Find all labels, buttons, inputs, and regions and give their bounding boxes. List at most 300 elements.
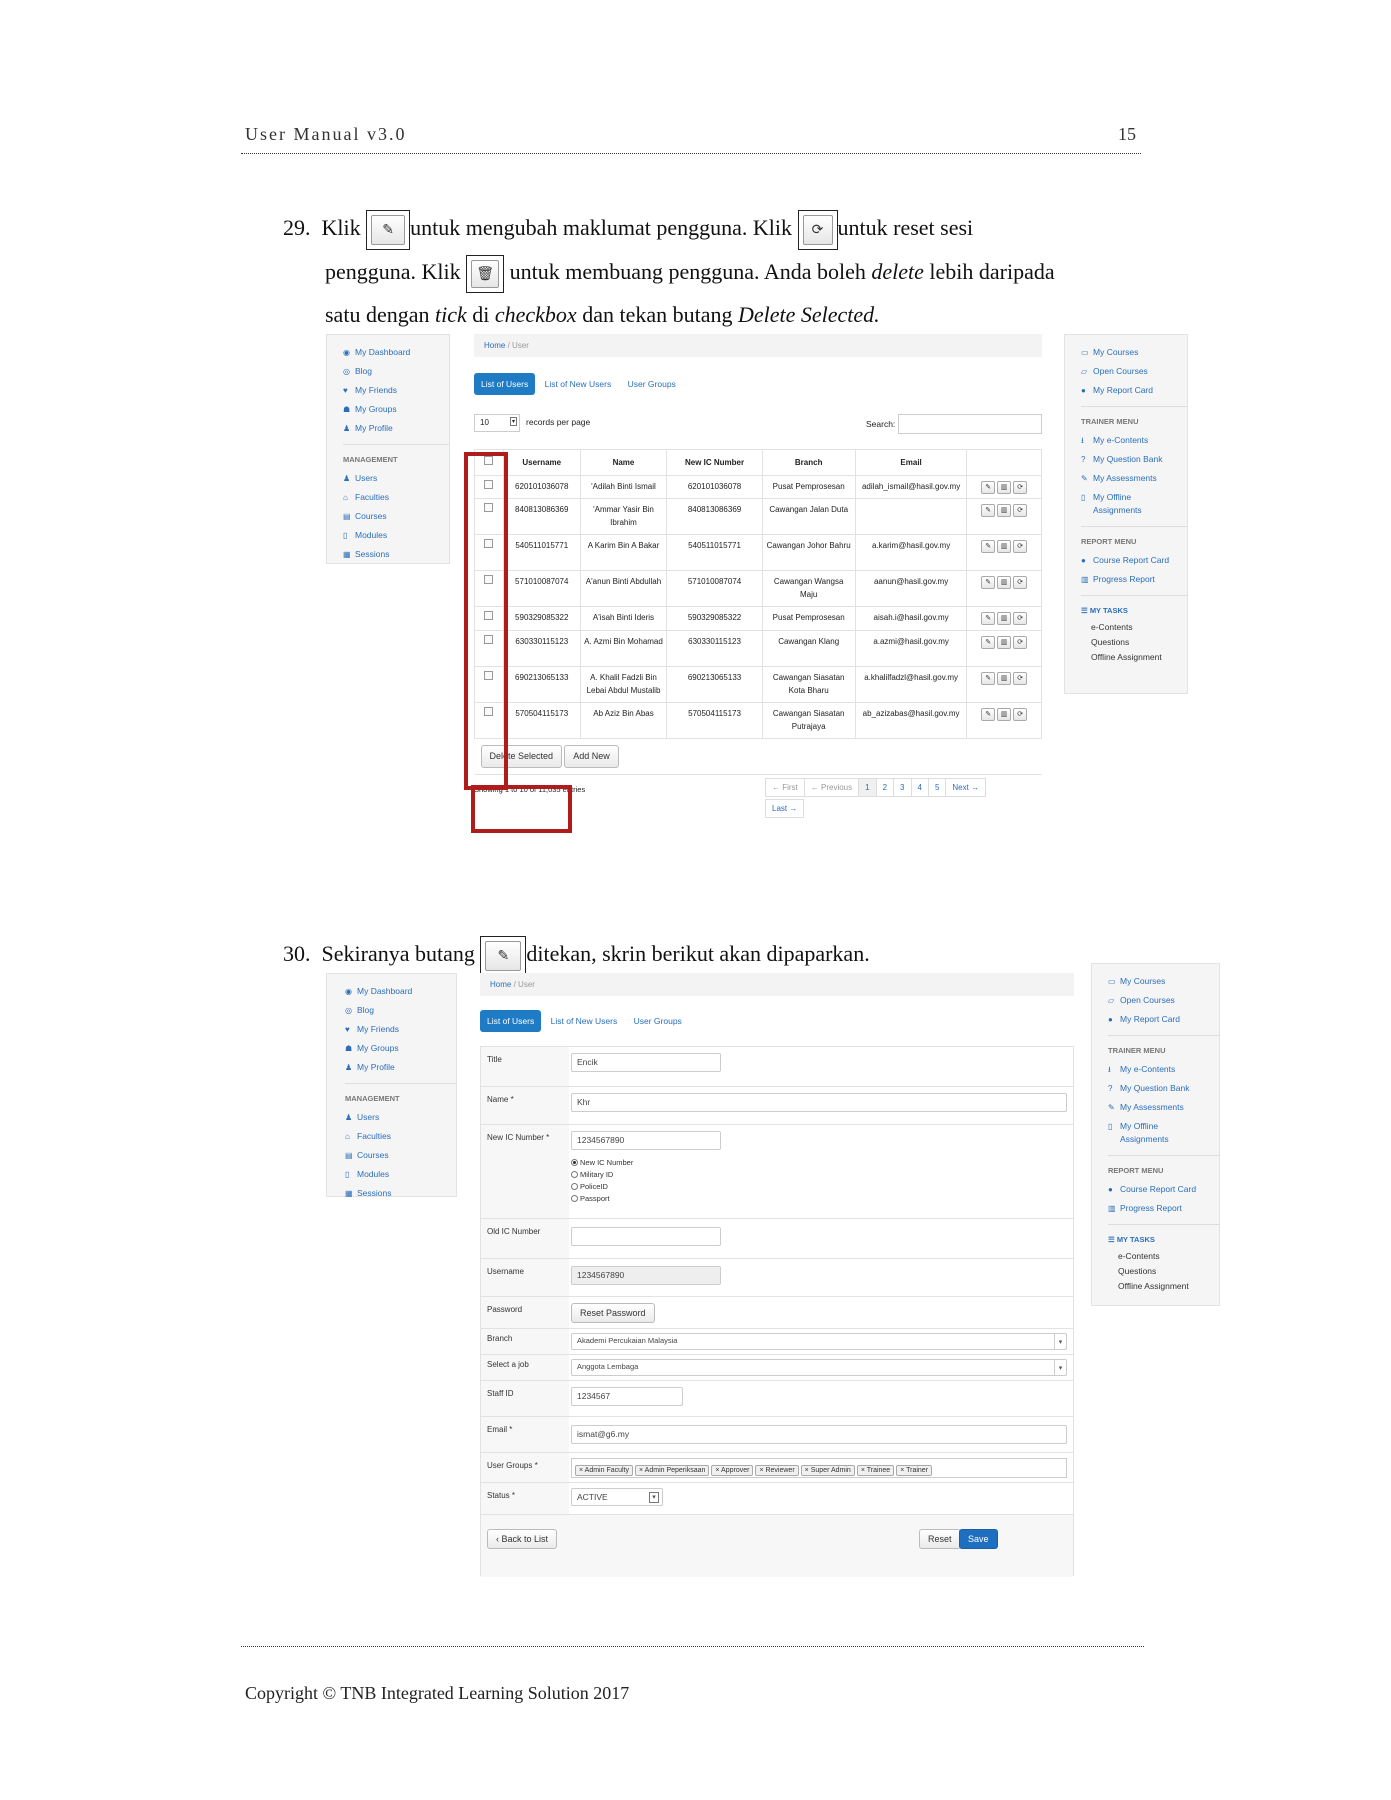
reset-button-illustration bbox=[798, 210, 838, 250]
step-29-line-3 bbox=[325, 298, 880, 331]
group-tag-label: Trainer bbox=[906, 1467, 929, 1474]
close-icon[interactable]: × bbox=[900, 1467, 907, 1474]
trash-icon[interactable]: ▥ bbox=[997, 576, 1011, 589]
question-icon: ? bbox=[1081, 455, 1086, 464]
field-label: Title bbox=[487, 1055, 502, 1064]
sidebar-item-label: My Profile bbox=[355, 423, 393, 433]
cell-email: aisah.i@hasil.gov.my bbox=[855, 607, 967, 631]
sidebar-item[interactable] bbox=[1108, 1199, 1219, 1218]
radio-label: Military ID bbox=[580, 1170, 614, 1179]
dashboard-icon: ◉ bbox=[345, 987, 352, 996]
radio-button[interactable] bbox=[571, 1195, 578, 1202]
id-type-option[interactable] bbox=[571, 1181, 633, 1193]
cell-ic: 840813086369 bbox=[667, 499, 762, 535]
sidebar-item[interactable] bbox=[1108, 1098, 1219, 1117]
cell-username: 540511015771 bbox=[503, 535, 580, 571]
upload-icon: ⭳ bbox=[1081, 436, 1084, 445]
back-to-list-button[interactable] bbox=[487, 1529, 557, 1549]
group-tag[interactable] bbox=[755, 1465, 798, 1476]
list-icon: ☰ bbox=[1108, 1235, 1117, 1244]
cell-username: 690213065133 bbox=[503, 667, 580, 703]
task-item[interactable]: Offline Assignment bbox=[1118, 1281, 1189, 1291]
sidebar-item[interactable] bbox=[1081, 381, 1187, 400]
row-actions bbox=[967, 499, 1042, 535]
cell-ic: 630330115123 bbox=[667, 631, 762, 667]
cell-name: A'isah Binti Ideris bbox=[580, 607, 667, 631]
cell-branch: Cawangan Jalan Duta bbox=[762, 499, 855, 535]
sidebar-item[interactable] bbox=[345, 1127, 456, 1146]
group-tag[interactable] bbox=[575, 1465, 633, 1476]
group-tag[interactable] bbox=[711, 1465, 753, 1476]
cell-branch: Cawangan Siasatan Kota Bharu bbox=[762, 667, 855, 703]
form-row-groups bbox=[481, 1453, 1073, 1483]
cell-username: 630330115123 bbox=[503, 631, 580, 667]
trash-icon[interactable]: ▥ bbox=[997, 636, 1011, 649]
sidebar-item[interactable] bbox=[345, 1184, 456, 1203]
trash-icon[interactable]: ▥ bbox=[997, 708, 1011, 721]
cell-name: A Karim Bin A Bakar bbox=[580, 535, 667, 571]
save-button[interactable]: Save bbox=[959, 1529, 998, 1549]
sidebar-item-label: Course Report Card bbox=[1093, 555, 1170, 565]
sidebar-item[interactable] bbox=[345, 1039, 456, 1058]
divider bbox=[1108, 1035, 1219, 1036]
sidebar-item[interactable] bbox=[343, 507, 449, 526]
list-controls bbox=[474, 403, 1042, 443]
text: untuk reset sesi bbox=[837, 215, 974, 241]
pagination-item[interactable]: ← Previous bbox=[804, 778, 859, 797]
sidebar-item[interactable] bbox=[343, 400, 449, 419]
close-icon[interactable]: × bbox=[804, 1467, 811, 1474]
sidebar-item[interactable] bbox=[1108, 1060, 1219, 1079]
delete-button-illustration bbox=[466, 255, 504, 293]
sidebar-item-label: My Question Bank bbox=[1093, 454, 1163, 464]
edit-icon[interactable]: ✎ bbox=[981, 504, 995, 517]
trash-icon[interactable]: ▥ bbox=[997, 612, 1011, 625]
sidebar-item-label: Blog bbox=[355, 366, 373, 376]
sidebar-item[interactable] bbox=[343, 419, 449, 438]
trash-icon[interactable]: ▥ bbox=[997, 481, 1011, 494]
sidebar-item[interactable] bbox=[1081, 469, 1187, 488]
sidebar-heading bbox=[1108, 1231, 1219, 1249]
form-actions bbox=[481, 1515, 1073, 1577]
edit-icon[interactable]: ✎ bbox=[981, 708, 995, 721]
sidebar-item[interactable] bbox=[345, 1108, 456, 1127]
delete-selected-button[interactable]: Delete Selected bbox=[481, 745, 563, 768]
text: ditekan, skrin berikut akan dipaparkan. bbox=[526, 941, 870, 967]
cell-email: a.azmi@hasil.gov.my bbox=[855, 631, 967, 667]
close-icon[interactable]: × bbox=[715, 1467, 722, 1474]
breadcrumb-home[interactable]: Home bbox=[490, 980, 512, 989]
search-input[interactable] bbox=[898, 414, 1042, 434]
sidebar-item-label: Modules bbox=[355, 530, 388, 540]
sidebar-item-label: Courses bbox=[355, 511, 387, 521]
group-tag[interactable] bbox=[635, 1465, 709, 1476]
edit-icon[interactable]: ✎ bbox=[981, 540, 995, 553]
sidebar-item-label: My Courses bbox=[1093, 347, 1139, 357]
sidebar-item[interactable] bbox=[343, 469, 449, 488]
form-row-status bbox=[481, 1483, 1073, 1515]
sidebar-item[interactable] bbox=[1108, 1010, 1219, 1029]
file-icon: ▯ bbox=[1081, 493, 1086, 502]
branch-value: Akademi Percukaian Malaysia bbox=[577, 1336, 678, 1345]
pagination-item[interactable]: 4 bbox=[911, 778, 929, 797]
sidebar-item-label: My e-Contents bbox=[1093, 435, 1149, 445]
cell-email: a.khalilfadzl@hasil.gov.my bbox=[855, 667, 967, 703]
pagination-item[interactable]: 3 bbox=[893, 778, 911, 797]
sidebar-heading: TRAINER MENU bbox=[1108, 1046, 1166, 1055]
chevron-down-icon: ▾ bbox=[1054, 1360, 1066, 1375]
sidebar-item[interactable] bbox=[345, 982, 456, 1001]
circle-icon: ● bbox=[1108, 1185, 1113, 1194]
home-icon: ⌂ bbox=[345, 1132, 350, 1141]
sidebar-item[interactable] bbox=[1108, 1180, 1219, 1199]
close-icon[interactable]: × bbox=[579, 1467, 585, 1474]
sidebar-item-label: Blog bbox=[357, 1005, 375, 1015]
field-label: Email * bbox=[487, 1425, 513, 1434]
radio-button[interactable] bbox=[571, 1171, 578, 1178]
sidebar-heading: MANAGEMENT bbox=[345, 1094, 400, 1103]
sidebar-item[interactable] bbox=[345, 1001, 456, 1020]
sidebar-item-label: Sessions bbox=[355, 549, 390, 559]
staff-id-input[interactable]: 1234567 bbox=[571, 1387, 683, 1406]
row-actions bbox=[967, 631, 1042, 667]
column-header[interactable]: New IC Number bbox=[667, 450, 762, 476]
question-icon: ? bbox=[1108, 1084, 1113, 1093]
sidebar-item-label: My Groups bbox=[357, 1043, 399, 1053]
sidebar-item-label: My Question Bank bbox=[1120, 1083, 1190, 1093]
edit-icon[interactable]: ✎ bbox=[981, 481, 995, 494]
sidebar-heading: TRAINER MENU bbox=[1081, 417, 1139, 426]
sidebar-item[interactable] bbox=[345, 1058, 456, 1077]
footer-divider bbox=[241, 1646, 1144, 1647]
branch-select[interactable] bbox=[571, 1333, 1067, 1350]
user-form bbox=[480, 1046, 1074, 1576]
breadcrumb-separator: / bbox=[507, 341, 510, 350]
bar-chart-icon: ▥ bbox=[1108, 1204, 1116, 1213]
divider bbox=[1108, 1155, 1219, 1156]
highlight-delete-selected bbox=[471, 785, 572, 833]
tab-list-of-new-users[interactable]: List of New Users bbox=[550, 1016, 618, 1026]
edit-button-illustration bbox=[480, 936, 526, 976]
sidebar-item[interactable] bbox=[1081, 343, 1187, 362]
row-actions bbox=[967, 667, 1042, 703]
task-item[interactable]: e-Contents bbox=[1118, 1251, 1160, 1261]
breadcrumb-current: User bbox=[518, 980, 535, 989]
field-label: User Groups * bbox=[487, 1461, 538, 1470]
sidebar-item-label: Progress Report bbox=[1093, 574, 1155, 584]
pagination-item[interactable]: 1 bbox=[858, 778, 876, 797]
sidebar-item[interactable] bbox=[1108, 1079, 1219, 1098]
file-icon: ▯ bbox=[345, 1170, 350, 1179]
refresh-icon[interactable]: ⟳ bbox=[1013, 612, 1027, 625]
divider bbox=[1081, 595, 1187, 596]
user-edit-screen bbox=[480, 973, 1074, 1576]
sidebar-item-label: My Report Card bbox=[1093, 385, 1153, 395]
pagination-item[interactable]: 5 bbox=[928, 778, 946, 797]
sidebar-item-label: Modules bbox=[357, 1169, 390, 1179]
sidebar-item[interactable] bbox=[343, 343, 449, 362]
step-30-line bbox=[283, 936, 870, 976]
job-select[interactable] bbox=[571, 1359, 1067, 1376]
right-sidebar bbox=[1064, 334, 1188, 694]
row-actions bbox=[967, 476, 1042, 499]
cell-branch: Pusat Pemprosesan bbox=[762, 607, 855, 631]
group-tag-label: Reviewer bbox=[765, 1467, 795, 1474]
group-icon: ☗ bbox=[343, 405, 351, 414]
table-row bbox=[475, 499, 1042, 535]
text: pengguna. Klik bbox=[325, 259, 461, 285]
file-icon: ▯ bbox=[343, 531, 348, 540]
radio-label: New IC Number bbox=[580, 1158, 634, 1167]
sidebar-item[interactable] bbox=[1081, 431, 1187, 450]
sidebar-item[interactable] bbox=[343, 545, 449, 564]
sidebar-item[interactable] bbox=[345, 1146, 456, 1165]
table-row bbox=[475, 535, 1042, 571]
sidebar-item[interactable] bbox=[343, 526, 449, 545]
tab-user-groups[interactable]: User Groups bbox=[633, 1016, 682, 1026]
sidebar-item[interactable] bbox=[345, 1020, 456, 1039]
email-input[interactable]: ismat@g6.my bbox=[571, 1425, 1067, 1444]
table-row bbox=[475, 667, 1042, 703]
close-icon[interactable]: × bbox=[860, 1467, 867, 1474]
group-tag-label: Trainee bbox=[866, 1467, 891, 1474]
search-label: Search: bbox=[866, 419, 896, 429]
blog-icon: ◎ bbox=[345, 1006, 352, 1015]
close-icon[interactable]: × bbox=[759, 1467, 766, 1474]
step-number: 29. bbox=[283, 215, 311, 241]
sidebar-item-label: Course Report Card bbox=[1120, 1184, 1197, 1194]
cell-name: 'Adilah Binti Ismail bbox=[580, 476, 667, 499]
radio-button[interactable] bbox=[571, 1183, 578, 1190]
text: checkbox bbox=[494, 302, 577, 327]
row-actions bbox=[967, 703, 1042, 739]
text: delete bbox=[871, 259, 924, 285]
text: Delete Selected. bbox=[737, 302, 880, 327]
column-header[interactable]: Email bbox=[855, 450, 967, 476]
back-label: Back to List bbox=[501, 1534, 549, 1544]
blog-icon: ◎ bbox=[343, 367, 350, 376]
tab-list-of-new-users[interactable]: List of New Users bbox=[544, 379, 612, 389]
column-header[interactable]: Username bbox=[503, 450, 580, 476]
edit-icon[interactable]: ✎ bbox=[981, 672, 995, 685]
records-per-page-select[interactable] bbox=[474, 414, 520, 432]
sidebar-item[interactable] bbox=[1108, 991, 1219, 1010]
id-type-option[interactable] bbox=[571, 1169, 633, 1181]
refresh-icon[interactable]: ⟳ bbox=[1013, 708, 1027, 721]
group-tag[interactable] bbox=[896, 1465, 932, 1476]
group-tag[interactable] bbox=[801, 1465, 855, 1476]
sidebar-item-label: Sessions bbox=[357, 1188, 392, 1198]
pagination-item[interactable]: Next → bbox=[945, 778, 986, 797]
edit-icon[interactable]: ✎ bbox=[981, 576, 995, 589]
sidebar-item[interactable] bbox=[1081, 362, 1187, 381]
text: di bbox=[472, 302, 490, 327]
trash-icon[interactable]: ▥ bbox=[997, 540, 1011, 553]
trash-icon[interactable]: ▥ bbox=[997, 504, 1011, 517]
form-row-job bbox=[481, 1355, 1073, 1381]
pagination-item[interactable]: Last → bbox=[765, 799, 804, 818]
column-header[interactable]: Branch bbox=[762, 450, 855, 476]
circle-icon: ● bbox=[1081, 386, 1086, 395]
cell-username: 571010087074 bbox=[503, 571, 580, 607]
edit-icon: ✎ bbox=[1081, 474, 1088, 483]
id-type-radio-group bbox=[571, 1157, 633, 1205]
id-type-option[interactable] bbox=[571, 1157, 633, 1169]
sidebar-item-label: My Dashboard bbox=[357, 986, 413, 996]
close-icon[interactable]: × bbox=[639, 1467, 645, 1474]
records-value: 10 bbox=[480, 418, 489, 427]
text: untuk membuang pengguna. Anda boleh bbox=[509, 259, 866, 285]
pagination-item[interactable]: 2 bbox=[876, 778, 894, 797]
refresh-icon[interactable]: ⟳ bbox=[1013, 504, 1027, 517]
divider bbox=[345, 1083, 456, 1084]
row-actions bbox=[967, 535, 1042, 571]
column-header[interactable]: Name bbox=[580, 450, 667, 476]
tasks-heading: MY TASKS bbox=[1089, 606, 1128, 615]
user-groups-multiselect[interactable] bbox=[571, 1458, 1067, 1478]
reset-button[interactable]: Reset bbox=[919, 1529, 961, 1549]
sidebar-heading: REPORT MENU bbox=[1108, 1166, 1164, 1175]
folder-open-icon: ▱ bbox=[1108, 996, 1115, 1005]
username-input: 1234567890 bbox=[571, 1266, 721, 1285]
sidebar-item[interactable] bbox=[345, 1165, 456, 1184]
cell-name: A'anun Binti Abdullah bbox=[580, 571, 667, 607]
refresh-icon[interactable]: ⟳ bbox=[1013, 576, 1027, 589]
calendar-icon: ▦ bbox=[343, 550, 351, 559]
group-icon: ☗ bbox=[345, 1044, 353, 1053]
sidebar-item[interactable] bbox=[343, 488, 449, 507]
cell-name: 'Ammar Yasir Bin Ibrahim bbox=[580, 499, 667, 535]
form-row-ic bbox=[481, 1125, 1073, 1219]
refresh-icon[interactable]: ⟳ bbox=[1013, 672, 1027, 685]
radio-label: Passport bbox=[580, 1194, 610, 1203]
old-ic-input[interactable] bbox=[571, 1227, 721, 1246]
cell-username: 590329085322 bbox=[503, 607, 580, 631]
folder-icon: ▭ bbox=[1081, 348, 1089, 357]
table-row bbox=[475, 607, 1042, 631]
cell-branch: Pusat Pemprosesan bbox=[762, 476, 855, 499]
sidebar-item-label: My Courses bbox=[1120, 976, 1166, 986]
user-icon: ♟ bbox=[345, 1113, 353, 1122]
tab-list-of-users[interactable]: List of Users bbox=[480, 1010, 541, 1032]
sidebar-item-label: My e-Contents bbox=[1120, 1064, 1176, 1074]
sidebar-item-label: My Groups bbox=[355, 404, 397, 414]
home-icon: ⌂ bbox=[343, 493, 348, 502]
user-list-screen bbox=[474, 334, 1042, 819]
breadcrumb-home[interactable]: Home bbox=[484, 341, 506, 350]
circle-icon: ● bbox=[1108, 1015, 1113, 1024]
edit-icon[interactable]: ✎ bbox=[981, 636, 995, 649]
cell-username: 570504115173 bbox=[503, 703, 580, 739]
sidebar-item-label: My Offline bbox=[1120, 1121, 1159, 1131]
tab-user-groups[interactable]: User Groups bbox=[627, 379, 676, 389]
status-select[interactable] bbox=[571, 1488, 663, 1506]
user-icon: ♟ bbox=[343, 474, 351, 483]
id-type-option[interactable] bbox=[571, 1193, 633, 1205]
right-sidebar bbox=[1091, 963, 1220, 1306]
breadcrumb bbox=[480, 973, 1074, 996]
sidebar-item-label: Open Courses bbox=[1093, 366, 1148, 376]
field-label: New IC Number * bbox=[487, 1133, 550, 1142]
sidebar-item-label: My Friends bbox=[357, 1024, 400, 1034]
upload-icon: ⭳ bbox=[1108, 1065, 1111, 1074]
chevron-down-icon: ▾ bbox=[649, 1492, 659, 1503]
sidebar-item[interactable] bbox=[1108, 972, 1219, 991]
title-select[interactable]: Encik bbox=[571, 1053, 721, 1072]
cell-ic: 690213065133 bbox=[667, 667, 762, 703]
name-input[interactable]: Khr bbox=[571, 1093, 1067, 1112]
trash-icon: 🗑 bbox=[471, 260, 499, 288]
edit-icon[interactable]: ✎ bbox=[981, 612, 995, 625]
breadcrumb-separator: / bbox=[513, 980, 516, 989]
sidebar-item[interactable] bbox=[343, 381, 449, 400]
folder-icon: ▭ bbox=[1108, 977, 1116, 986]
edit-icon: ✎ bbox=[371, 215, 405, 245]
status-value: ACTIVE bbox=[577, 1492, 608, 1502]
sidebar-item-label: Faculties bbox=[357, 1131, 392, 1141]
cell-email: aanun@hasil.gov.my bbox=[855, 571, 967, 607]
cell-email: adilah_ismail@hasil.gov.my bbox=[855, 476, 967, 499]
field-label: Branch bbox=[487, 1334, 513, 1343]
pagination-item[interactable]: ← First bbox=[765, 778, 805, 797]
task-item[interactable]: Offline Assignment bbox=[1091, 652, 1162, 662]
group-tag-label: Admin Peperiksaan bbox=[644, 1467, 706, 1474]
left-sidebar bbox=[326, 973, 457, 1197]
breadcrumb bbox=[474, 334, 1042, 357]
sidebar-item[interactable] bbox=[1081, 450, 1187, 469]
reset-password-button[interactable]: Reset Password bbox=[571, 1303, 655, 1323]
task-item[interactable]: Questions bbox=[1091, 637, 1130, 647]
cell-name: A. Azmi Bin Mohamad bbox=[580, 631, 667, 667]
sidebar-item[interactable] bbox=[1081, 570, 1187, 589]
text: satu dengan bbox=[325, 302, 430, 327]
text: dan tekan butang bbox=[582, 302, 733, 327]
breadcrumb-current: User bbox=[512, 341, 529, 350]
divider bbox=[1081, 526, 1187, 527]
sidebar-item-label: My Dashboard bbox=[355, 347, 411, 357]
group-tag[interactable] bbox=[857, 1465, 894, 1476]
trash-icon[interactable]: ▥ bbox=[997, 672, 1011, 685]
ic-number-input[interactable]: 1234567890 bbox=[571, 1131, 721, 1150]
sidebar-item[interactable] bbox=[1081, 551, 1187, 570]
task-item[interactable]: Questions bbox=[1118, 1266, 1157, 1276]
add-new-button[interactable]: Add New bbox=[564, 745, 619, 768]
highlight-checkbox-column bbox=[464, 452, 508, 790]
tasks-heading: MY TASKS bbox=[1116, 1235, 1155, 1244]
cell-name: Ab Aziz Bin Abas bbox=[580, 703, 667, 739]
sidebar-item-label: Users bbox=[357, 1112, 380, 1122]
divider bbox=[343, 444, 449, 445]
radio-button[interactable] bbox=[571, 1159, 578, 1166]
records-label: records per page bbox=[526, 417, 591, 427]
refresh-icon[interactable]: ⟳ bbox=[1013, 636, 1027, 649]
refresh-icon[interactable]: ⟳ bbox=[1013, 481, 1027, 494]
book-icon: ▤ bbox=[343, 512, 351, 521]
sidebar-item[interactable] bbox=[343, 362, 449, 381]
task-item[interactable]: e-Contents bbox=[1091, 622, 1133, 632]
folder-open-icon: ▱ bbox=[1081, 367, 1088, 376]
text: tick bbox=[434, 302, 467, 327]
field-label: Staff ID bbox=[487, 1389, 514, 1398]
field-label: Select a job bbox=[487, 1360, 529, 1369]
heart-icon: ♥ bbox=[343, 386, 348, 395]
tab-list-of-users[interactable]: List of Users bbox=[474, 373, 535, 395]
showing-entries: Showing 1 to 10 of 11,035 entries bbox=[474, 785, 586, 794]
text: untuk mengubah maklumat pengguna. Klik bbox=[410, 215, 792, 241]
refresh-icon[interactable]: ⟳ bbox=[1013, 540, 1027, 553]
form-row-staff bbox=[481, 1381, 1073, 1417]
field-label: Username bbox=[487, 1267, 524, 1276]
